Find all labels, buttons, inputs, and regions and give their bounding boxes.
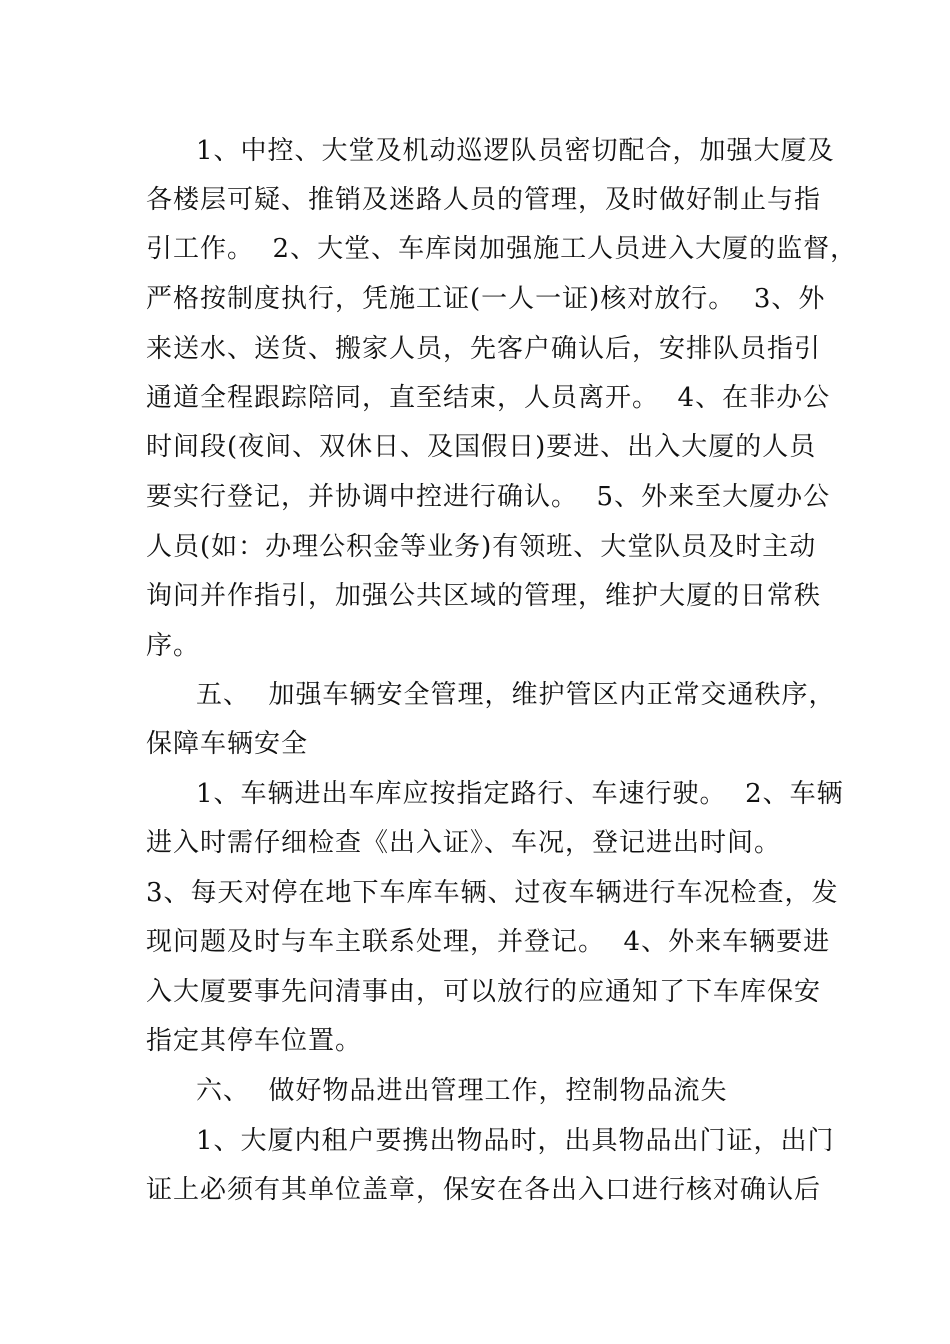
- text-line-3: 引工作。 2、大堂、车库岗加强施工人员进入大厦的监督，: [146, 234, 858, 264]
- section-heading-6: 六、 做好物品进出管理工作，控制物品流失: [196, 1076, 728, 1106]
- section-heading-5: 五、 加强车辆安全管理，维护管区内正常交通秩序，: [196, 680, 836, 710]
- text-line-7: 时间段(夜间、双休日、及国假日)要进、出入大厦的人员: [146, 432, 817, 462]
- text-line-11: 序。: [146, 631, 201, 661]
- text-line-14: 1、车辆进出车库应按指定路行、车速行驶。 2、车辆: [196, 779, 844, 809]
- text-line-18: 入大厦要事先问清事由，可以放行的应通知了下车库保安: [146, 977, 822, 1007]
- text-line-15: 进入时需仔细检查《出入证》、车况，登记进出时间。: [146, 828, 782, 858]
- text-line-16: 3、每天对停在地下车库车辆、过夜车辆进行车况检查，发: [146, 878, 839, 908]
- text-line-5: 来送水、送货、搬家人员，先客户确认后，安排队员指引: [146, 334, 822, 364]
- text-line-8: 要实行登记，并协调中控进行确认。 5、外来至大厦办公: [146, 482, 831, 512]
- text-line-2: 各楼层可疑、推销及迷路人员的管理，及时做好制止与指: [146, 185, 822, 215]
- text-line-22: 证上必须有其单位盖章，保安在各出入口进行核对确认后: [146, 1175, 822, 1205]
- text-line-19: 指定其停车位置。: [146, 1026, 363, 1056]
- text-line-4: 严格按制度执行，凭施工证(一人一证)核对放行。 3、外: [146, 284, 826, 314]
- text-line-10: 询问并作指引，加强公共区域的管理，维护大厦的日常秩: [146, 581, 822, 611]
- text-line-21: 1、大厦内租户要携出物品时，出具物品出门证，出门: [196, 1126, 835, 1156]
- text-line-17: 现问题及时与车主联系处理，并登记。 4、外来车辆要进: [146, 927, 831, 957]
- section-heading-5-cont: 保障车辆安全: [146, 729, 309, 759]
- text-line-9: 人员(如：办理公积金等业务)有领班、大堂队员及时主动: [146, 532, 817, 562]
- text-line-1: 1、中控、大堂及机动巡逻队员密切配合，加强大厦及: [196, 136, 835, 166]
- text-line-6: 通道全程跟踪陪同，直至结束，人员离开。 4、在非办公: [146, 383, 831, 413]
